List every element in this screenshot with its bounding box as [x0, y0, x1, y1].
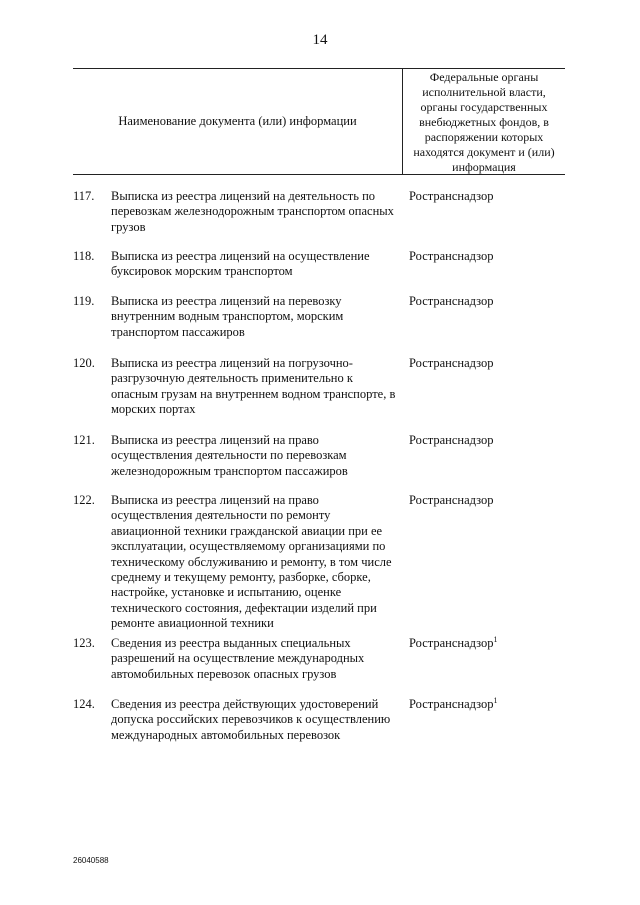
row-number: 124. [73, 697, 95, 711]
row-organization-name: Ространснадзор [409, 294, 494, 308]
row-number: 123. [73, 636, 95, 650]
row-document: Выписка из реестра лицензий на право осуществления деятельности по ремонту авиационной техники гражданской авиации при ее эксплуатации, осуществляемому организациями по техническому обслуживанию и ремонту, в том числе среднему и текущему ремонту, разборке, сборке, настройке, установке и испытанию, оценке технического состояния, дефектации изделий при ремонте авиационной техники [111, 493, 392, 631]
row-organization [401, 697, 565, 745]
row-organization-name: Ространснадзор [409, 697, 494, 711]
row-organization [401, 636, 565, 697]
table-row [73, 433, 565, 493]
row-organization [401, 249, 565, 294]
row-number: 120. [73, 356, 95, 370]
row-document: Выписка из реестра лицензий на погрузочно-разгрузочную деятельность применительно к опасным грузам на внутреннем водном транспорте, в морских портах [111, 356, 396, 417]
row-organization-name: Ространснадзор [409, 493, 494, 507]
document-table-body [73, 189, 565, 745]
table-row [73, 294, 565, 356]
table-row [73, 249, 565, 294]
row-document: Выписка из реестра лицензий на право осуществления деятельности по перевозкам железнодорожным транспортом пассажиров [111, 433, 348, 478]
row-footnote-mark: 1 [493, 634, 498, 644]
row-organization-name: Ространснадзор [409, 189, 494, 203]
header-bottom-rule [73, 174, 565, 175]
header-org-label: Федеральные органы исполнительной власти, органы государственных внебюджетных фондов, в распоряжении которых находятся документ и (или) информация [413, 70, 555, 174]
footer-document-code: 26040588 [73, 856, 109, 865]
row-document: Сведения из реестра действующих удостоверений допуска российских перевозчиков к осуществлению международных автомобильных перевозок [111, 697, 391, 742]
table-row [73, 697, 565, 745]
row-organization [401, 433, 565, 493]
row-number: 117. [73, 189, 95, 203]
row-organization [401, 189, 565, 249]
row-number: 118. [73, 249, 95, 263]
row-number: 119. [73, 294, 95, 308]
row-organization-name: Ространснадзор [409, 356, 494, 370]
row-document: Выписка из реестра лицензий на перевозку внутренним водным транспортом, морским транспортом пассажиров [111, 294, 344, 339]
table-row [73, 356, 565, 433]
row-organization [401, 294, 565, 356]
table-row [73, 636, 565, 697]
row-organization-name: Ространснадзор [409, 433, 494, 447]
row-organization-name: Ространснадзор [409, 249, 494, 263]
header-document-label: Наименование документа (или) информации [118, 113, 357, 128]
table-row [73, 493, 565, 636]
row-document: Выписка из реестра лицензий на осуществление буксировок морским транспортом [111, 249, 370, 279]
row-number: 122. [73, 493, 95, 507]
header-document-column [73, 68, 402, 174]
row-organization [401, 356, 565, 433]
page-number: 14 [312, 32, 328, 48]
row-number: 121. [73, 433, 95, 447]
row-document: Выписка из реестра лицензий на деятельность по перевозкам железнодорожным транспортом опасных грузов [111, 189, 394, 234]
row-organization-name: Ространснадзор [409, 636, 494, 650]
row-footnote-mark: 1 [493, 695, 498, 705]
table-row [73, 189, 565, 249]
header-org-column [403, 70, 565, 175]
row-document: Сведения из реестра выданных специальных разрешений на осуществление международных автомобильных перевозок опасных грузов [111, 636, 365, 681]
row-organization [401, 493, 565, 636]
